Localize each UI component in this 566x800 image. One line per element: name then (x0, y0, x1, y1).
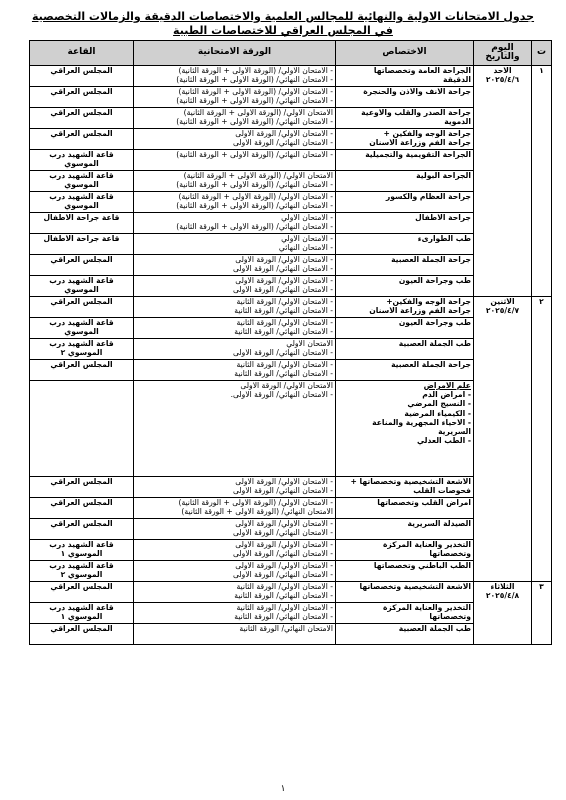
exam-paper-cell (134, 87, 336, 108)
page-number: ١ (280, 784, 286, 794)
hall-cell-line: قاعة الشهيد درب (49, 561, 114, 570)
specialty-cell-line: وتخصصاتها (429, 612, 471, 622)
hall-cell-line: قاعة الشهيد درب (49, 540, 114, 549)
exam-paper-cell-line: - الامتحان النهائي/ (الورقة الاولى + الورقة الثانية) (176, 75, 333, 85)
specialty-cell-line: جراحة الوجه والفكين + (383, 129, 471, 138)
specialty-cell-line: الاشعة التشخيصية وتخصصاتها (359, 582, 471, 591)
specialty-cell-line: جراحة الاطفال (415, 213, 471, 222)
hall-cell (30, 192, 134, 213)
hall-cell (30, 108, 134, 129)
day-number: ١ (532, 66, 552, 297)
hall-cell-line: المجلس العراقي (50, 582, 113, 591)
specialty-cell (336, 561, 474, 582)
exam-paper-cell-line: - الامتحان الاولي/ الورقة الاولى (235, 255, 333, 264)
hall-cell-line: قاعة الشهيد درب (49, 603, 114, 612)
specialty-cell-line: جراحة الفم وزراعة الاسنان (369, 306, 471, 316)
specialty-cell-line: طب الطوارىء (417, 234, 471, 243)
exam-paper-cell (134, 192, 336, 213)
specialty-cell (336, 624, 474, 645)
day-number: ٣ (532, 582, 552, 645)
table-row (30, 519, 552, 540)
exam-paper-cell-line: - الامتحان الاولي/ الورقة الثانية (236, 582, 333, 591)
table-header-row (30, 41, 552, 66)
table-row (30, 171, 552, 192)
specialty-cell-line: وتخصصاتها (429, 549, 471, 559)
specialty-cell (336, 150, 474, 171)
exam-paper-cell (134, 150, 336, 171)
specialty-cell-line: الطب الباطني وتخصصاتها (373, 561, 471, 570)
hall-cell (30, 234, 134, 255)
hall-cell-line: قاعة الشهيد درب (49, 339, 114, 348)
exam-paper-cell-line: - الامتحان النهائي/ الورقة الثانية (234, 369, 333, 379)
exam-paper-cell-line: الامتحان الاولي (286, 339, 333, 348)
specialty-cell (336, 582, 474, 603)
exam-paper-cell (134, 540, 336, 561)
specialty-cell-line: الصيدلة السريرية (407, 519, 471, 528)
specialty-cell (336, 603, 474, 624)
exam-paper-cell-line: - الامتحان الاولي (281, 213, 333, 222)
exam-paper-cell (134, 339, 336, 360)
exam-paper-cell-line: - الامتحان النهائي/ الورقة الثانية (234, 327, 333, 337)
specialty-cell (336, 171, 474, 192)
table-row (30, 213, 552, 234)
specialty-cell-line: الاشعة التشخيصية وتخصصاتها + (350, 477, 471, 486)
exam-paper-cell-line: - الامتحان النهائي/ الورقة الاولى (233, 549, 333, 559)
table-row (30, 477, 552, 498)
hall-cell-line: قاعة جراحة الاطفال (43, 234, 120, 243)
table-row (30, 318, 552, 339)
specialty-cell (336, 255, 474, 276)
exam-paper-cell-line: - الامتحان النهائي (278, 243, 333, 253)
exam-paper-cell-line: - الامتحان النهائي/ (الورقة الاولى + الورقة الثانية) (176, 180, 333, 190)
specialty-cell-line: طب الجملة العصبية (398, 339, 471, 348)
hall-cell-line: الموسوي ٢ (60, 348, 103, 358)
day-name: الاثنين (490, 297, 515, 306)
table-row (30, 108, 552, 129)
exam-paper-cell-line: - الامتحان النهائي/ (الورقة الاولى + الورقة الثانية) (176, 222, 333, 232)
table-row (30, 339, 552, 360)
exam-paper-cell (134, 66, 336, 87)
hall-cell-line: المجلس العراقي (50, 66, 113, 75)
table-row (30, 66, 552, 87)
exam-paper-cell (134, 297, 336, 318)
exam-paper-cell-line: - الامتحان النهائي/ (الورقة الاولى + الورقة الثانية) (176, 96, 333, 106)
exam-paper-cell-line: - الامتحان النهائي/ الورقة الاولى. (230, 390, 333, 400)
header-day: اليوم والتاريخ (474, 41, 532, 66)
specialty-cell-line: - الاحياء المجهرية والمناعة (372, 417, 471, 427)
exam-paper-cell (134, 561, 336, 582)
spec-heading: علم الامراض (423, 381, 471, 390)
day-date: ٢٠٢٥/٤/٧ (485, 306, 520, 316)
specialty-cell-line: - النسيج المرضي (407, 399, 471, 409)
specialty-cell-line: جراحة الجملة العصبية (391, 360, 471, 369)
specialty-cell (336, 297, 474, 318)
exam-paper-cell-line: - الامتحان النهائي/ الورقة الاولى (233, 528, 333, 538)
specialty-cell-line: جراحة الانف والاذن والحنجرة (363, 87, 471, 96)
hall-cell-line: الموسوي (64, 159, 99, 169)
hall-cell-line: المجلس العراقي (50, 360, 113, 369)
specialty-cell-line: - الطب العدلي (417, 436, 471, 446)
specialty-cell (336, 318, 474, 339)
exam-paper-cell (134, 276, 336, 297)
exam-paper-cell (134, 477, 336, 498)
hall-cell (30, 498, 134, 519)
exam-paper-cell (134, 603, 336, 624)
exam-paper-cell-line: - الامتحان النهائي/ الورقة الاولى (233, 486, 333, 496)
table-row (30, 255, 552, 276)
document-title (20, 10, 546, 38)
exam-paper-cell-line: - الامتحان النهائي/ الورقة الثانية (234, 306, 333, 316)
specialty-cell-line: الجراحة التقويمية والتجميلية (365, 150, 471, 159)
exam-paper-cell-line: الامتحان النهائي/ (الورقة الاولى + الورقة الثانية) (181, 507, 333, 517)
specialty-cell (336, 66, 474, 87)
day-date: ٢٠٢٥/٤/٨ (485, 591, 520, 601)
exam-paper-cell-line: - الامتحان الاولي/ الورقة الاولى (235, 540, 333, 549)
exam-paper-cell-line: - الامتحان الاولي/ الورقة الثانية (236, 360, 333, 369)
exam-paper-cell-line: - الامتحان النهائي/ (الورقة الاولى + الورقة الثانية) (176, 117, 333, 127)
hall-cell (30, 582, 134, 603)
table-row (30, 297, 552, 318)
day-date-cell (474, 66, 532, 297)
hall-cell-line: الموسوي (64, 180, 99, 190)
hall-cell (30, 213, 134, 234)
hall-cell (30, 129, 134, 150)
specialty-cell-line: جراحة الجملة العصبية (391, 255, 471, 264)
specialty-cell (336, 129, 474, 150)
table-row (30, 582, 552, 603)
specialty-cell (336, 360, 474, 381)
exam-paper-cell-line: - الامتحان الاولي/ (الورقة الاولى + الورقة الثانية) (178, 87, 333, 96)
specialty-cell (336, 540, 474, 561)
exam-paper-cell-line: - الامتحان الاولي/ الورقة الثانية (236, 603, 333, 612)
table-row (30, 129, 552, 150)
specialty-cell (336, 276, 474, 297)
hall-cell (30, 381, 134, 477)
table-row (30, 192, 552, 213)
exam-paper-cell (134, 108, 336, 129)
exam-paper-cell-line: - الامتحان الاولي/ الورقة الاولى (235, 561, 333, 570)
specialty-cell (336, 192, 474, 213)
hall-cell (30, 255, 134, 276)
hall-cell-line: قاعة جراحة الاطفال (43, 213, 120, 222)
specialty-cell-line: فحوصات القلب (413, 486, 471, 496)
hall-cell (30, 540, 134, 561)
title-line-1: جدول الامتحانات الاولية والنهائية للمجالس العلمية والاختصاصات الدقيقة والزمالات التخصصية (31, 10, 535, 23)
exam-paper-cell-line: الامتحان النهائي/ الورقة الثانية (239, 624, 333, 633)
specialty-cell-line: الجراحة البولية (416, 171, 471, 180)
exam-paper-cell-line: - الامتحان النهائي/ الورقة الاولى (233, 570, 333, 580)
hall-cell (30, 360, 134, 381)
hall-cell (30, 297, 134, 318)
exam-paper-cell-line: - الامتحان النهائي/ الورقة الثانية (234, 591, 333, 601)
exam-paper-cell-line: - الامتحان النهائي/ الورقة الاولى (233, 138, 333, 148)
hall-cell-line: المجلس العراقي (50, 255, 113, 264)
specialty-cell-line: السريرية (438, 427, 471, 437)
specialty-cell (336, 234, 474, 255)
hall-cell-line: المجلس العراقي (50, 297, 113, 306)
exam-paper-cell-line: الامتحان الاولي/ الورقة الاولى (240, 381, 333, 390)
hall-cell-line: الموسوي (64, 327, 99, 337)
exam-paper-cell-line: - الامتحان الاولي/ (الورقة الاولى + الورقة الثانية) (178, 192, 333, 201)
exam-paper-cell (134, 582, 336, 603)
exam-paper-cell (134, 381, 336, 477)
table-row (30, 87, 552, 108)
table-row (30, 603, 552, 624)
header-hall: القاعة (30, 41, 134, 66)
specialty-cell-line: امراض القلب وتخصصاتها (377, 498, 471, 507)
hall-cell-line: المجلس العراقي (50, 129, 113, 138)
hall-cell-line: قاعة الشهيد درب (49, 276, 114, 285)
exam-paper-cell-line: - الامتحان النهائي/ الورقة الاولى (233, 285, 333, 295)
hall-cell (30, 477, 134, 498)
exam-paper-cell-line: - الامتحان الاولي/ الورقة الاولى (235, 519, 333, 528)
table-row (30, 498, 552, 519)
exam-paper-cell-line: - الامتحان الاولي/ (الورقة الاولى + الورقة الثانية) (178, 66, 333, 75)
day-date-cell (474, 297, 532, 582)
exam-paper-cell (134, 171, 336, 192)
hall-cell (30, 624, 134, 645)
specialty-cell-line: جراحة الفم وزراعة الاسنان (369, 138, 471, 148)
specialty-cell (336, 381, 474, 477)
specialty-cell-line: التخدير والعناية المركزة (382, 540, 471, 549)
exam-schedule-table (29, 40, 552, 645)
hall-cell-line: المجلس العراقي (50, 108, 113, 117)
table-row (30, 624, 552, 645)
exam-paper-cell (134, 318, 336, 339)
exam-paper-cell-line: - الامتحان الاولي/ (الورقة الاولى + الورقة الثانية) (178, 498, 333, 507)
table-row (30, 561, 552, 582)
exam-paper-cell (134, 519, 336, 540)
specialty-cell-line: - الكيمياء المرضية (404, 408, 471, 418)
exam-paper-cell-line: الامتحان الاولي/ (الورقة الاولى + الورقة الثانية) (183, 171, 333, 180)
header-spec: الاختصاص (336, 41, 474, 66)
specialty-cell-line: الدموية (444, 117, 471, 127)
specialty-cell (336, 213, 474, 234)
exam-paper-cell-line: الامتحان الاولي/ (الورقة الاولى + الورقة الثانية) (183, 108, 333, 117)
specialty-cell-line: طب وجراحة العيون (398, 276, 471, 285)
table-row (30, 234, 552, 255)
hall-cell (30, 171, 134, 192)
exam-paper-cell-line: - الامتحان الاولي/ الورقة الاولى (235, 477, 333, 486)
exam-paper-cell (134, 498, 336, 519)
hall-cell-line: المجلس العراقي (50, 477, 113, 486)
table-row (30, 381, 552, 477)
hall-cell (30, 276, 134, 297)
exam-paper-cell (134, 213, 336, 234)
exam-paper-cell-line: - الامتحان النهائي/ (الورقة الاولى + الورقة الثانية) (176, 150, 333, 159)
hall-cell-line: الموسوي ١ (60, 549, 103, 559)
exam-paper-cell-line: - الامتحان الاولي (281, 234, 333, 243)
hall-cell-line: قاعة الشهيد درب (49, 171, 114, 180)
specialty-cell-line: جراحة الوجه والفكين+ (386, 297, 471, 306)
hall-cell (30, 150, 134, 171)
hall-cell (30, 87, 134, 108)
day-date: ٢٠٢٥/٤/٦ (485, 75, 520, 85)
title-line-2: في المجلس العراقي للاختصاصات الطبية (173, 24, 393, 37)
specialty-cell (336, 87, 474, 108)
hall-cell (30, 318, 134, 339)
specialty-cell (336, 108, 474, 129)
hall-cell-line: الموسوي ١ (60, 612, 103, 622)
table-row (30, 276, 552, 297)
hall-cell-line: المجلس العراقي (50, 498, 113, 507)
day-number: ٢ (532, 297, 552, 582)
hall-cell-line: الموسوي (64, 201, 99, 211)
exam-paper-cell-line: - الامتحان الاولي/ الورقة الثانية (236, 318, 333, 327)
exam-paper-cell-line: - الامتحان النهائي/ الورقة الاولى (233, 264, 333, 274)
specialty-cell-line: طب الجملة العصبية (398, 624, 471, 633)
exam-paper-cell-line: - الامتحان النهائي/ الورقة الاولى (233, 348, 333, 358)
specialty-cell-line: الجراحة العامة وتخصصاتها (373, 66, 471, 75)
header-no: ت (532, 41, 552, 66)
hall-cell-line: قاعة الشهيد درب (49, 318, 114, 327)
hall-cell (30, 519, 134, 540)
header-paper: الورقة الامتحانية (134, 41, 336, 66)
exam-paper-cell (134, 129, 336, 150)
specialty-cell (336, 519, 474, 540)
table-row (30, 360, 552, 381)
hall-cell-line: الموسوي (64, 285, 99, 295)
exam-paper-cell (134, 234, 336, 255)
specialty-cell (336, 477, 474, 498)
hall-cell-line: المجلس العراقي (50, 624, 113, 633)
specialty-cell-line: طب وجراحة العيون (398, 318, 471, 327)
specialty-cell-line: جراحة العظام والكسور (385, 192, 471, 201)
hall-cell (30, 561, 134, 582)
specialty-cell (336, 498, 474, 519)
table-row (30, 540, 552, 561)
hall-cell-line: المجلس العراقي (50, 519, 113, 528)
hall-cell-line: الموسوي ٢ (60, 570, 103, 580)
day-name: الاحد (493, 66, 512, 75)
exam-paper-cell-line: - الامتحان النهائي/ (الورقة الاولى + الورقة الثانية) (176, 201, 333, 211)
exam-paper-cell (134, 624, 336, 645)
hall-cell (30, 339, 134, 360)
specialty-cell-line: جراحة الصدر والقلب والاوعية (361, 108, 471, 117)
specialty-cell-line: التخدير والعناية المركزة (382, 603, 471, 612)
hall-cell (30, 66, 134, 87)
exam-paper-cell-line: - الامتحان الاولي/ الورقة الاولى (235, 276, 333, 285)
exam-paper-cell (134, 255, 336, 276)
table-row (30, 150, 552, 171)
exam-paper-cell-line: - الامتحان الاولي/ الورقة الاولى (235, 129, 333, 138)
exam-paper-cell-line: - الامتحان النهائي/ الورقة الثانية (234, 612, 333, 622)
specialty-cell-line: - امراض الدم (422, 390, 471, 400)
table-body (30, 66, 552, 645)
hall-cell-line: قاعة الشهيد درب (49, 192, 114, 201)
hall-cell-line: قاعة الشهيد درب (49, 150, 114, 159)
exam-paper-cell-line: - الامتحان الاولي/ الورقة الثانية (236, 297, 333, 306)
day-name: الثلاثاء (490, 582, 515, 591)
specialty-cell (336, 339, 474, 360)
hall-cell (30, 603, 134, 624)
specialty-cell-line: الدقيقة (443, 75, 471, 85)
day-date-cell (474, 582, 532, 645)
exam-paper-cell (134, 360, 336, 381)
hall-cell-line: المجلس العراقي (50, 87, 113, 96)
